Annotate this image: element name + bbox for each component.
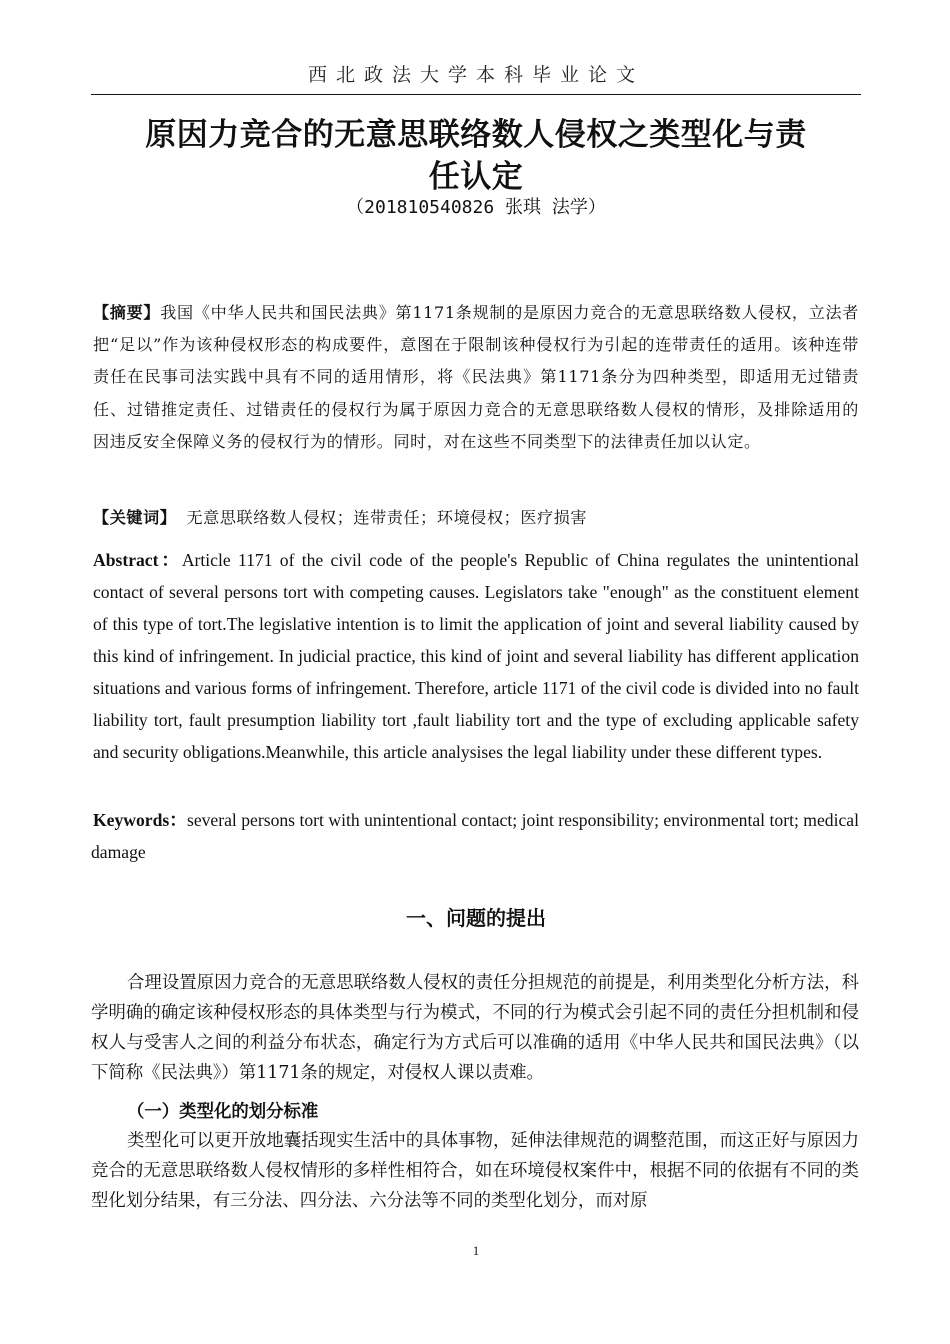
keywords-english-text: several persons tort with unintentional contact; joint responsibility; environmental tort; medical damage (91, 810, 859, 862)
keywords-english (91, 804, 859, 868)
body-paragraph-1: 合理设置原因力竞合的无意思联络数人侵权的责任分担规范的前提是，利用类型化分析方法，科学明确的确定该种侵权形态的具体类型与行为模式，不同的行为模式会引起不同的责任分担机制和侵权人与受害人之间的利益分布状态，确定行为方式后可以准确的适用《中华人民共和国民法典》（以下简称《民法典》）第1171条的规定，对侵权人课以责难。 (91, 973, 859, 1083)
abstract-english (93, 544, 859, 768)
subsection-heading: （一）类型化的划分标准 (127, 1102, 319, 1122)
header-rule (91, 94, 861, 95)
paper-title-line-1: 原因力竞合的无意思联络数人侵权之类型化与责 (145, 117, 807, 153)
abstract-chinese-text: 我国《中华人民共和国民法典》第1171条规制的是原因力竞合的无意思联络数人侵权，立法者把“足以”作为该种侵权形态的构成要件，意图在于限制该种侵权行为引起的连带责任的适用。该种连带责任在民事司法实践中具有不同的适用情形，将《民法典》第1171条分为四种类型，即适用无过错责任、过错推定责任、过错责任的侵权行为属于原因力竞合的无意思联络数人侵权的情形，及排除适用的因违反安全保障义务的侵权行为的情形。同时，对在这些不同类型下的法律责任加以认定。 (93, 303, 859, 451)
page-number: 1 (472, 1243, 480, 1258)
paper-title (91, 114, 861, 198)
keywords-chinese-label: 【关键词】 (93, 508, 177, 527)
section-heading: 一、问题的提出 (406, 906, 546, 930)
author-info: （201810540826 张琪 法学） (346, 197, 606, 218)
keywords-chinese (93, 503, 859, 533)
keywords-chinese-text: 无意思联络数人侵权；连带责任；环境侵权；医疗损害 (186, 508, 588, 527)
body-paragraph-2: 类型化可以更开放地囊括现实生活中的具体事物，延伸法律规范的调整范围，而这正好与原因力竞合的无意思联络数人侵权情形的多样性相符合，如在环境侵权案件中，根据不同的依据有不同的类型化划分结果，有三分法、四分法、六分法等不同的类型化划分，而对原 (91, 1131, 859, 1211)
keywords-english-label: Keywords： (93, 810, 187, 830)
abstract-english-text: Article 1171 of the civil code of the people's Republic of China regulates the unintentional contact of several persons tort with competing causes. Legislators take "enough" as the constituent element of this type of tort.The legislative intention is to limit the application of joint and several liability caused by this kind of infringement. In judicial practice, this kind of joint and several liability has different application situations and various forms of infringement. Therefore, article 1171 of the civil code is divided into no fault liability tort, fault presumption liability tort ,fault liability tort and the type of excluding applicable safety and security obligations.Meanwhile, this article analysises the legal liability under these different types. (93, 550, 859, 762)
abstract-chinese-label: 【摘要】 (93, 303, 161, 322)
abstract-english-label: Abstract： (93, 550, 182, 570)
running-header: 西北政法大学本科毕业论文 (307, 64, 644, 86)
abstract-chinese (93, 297, 859, 458)
paper-title-line-2: 任认定 (428, 159, 524, 195)
